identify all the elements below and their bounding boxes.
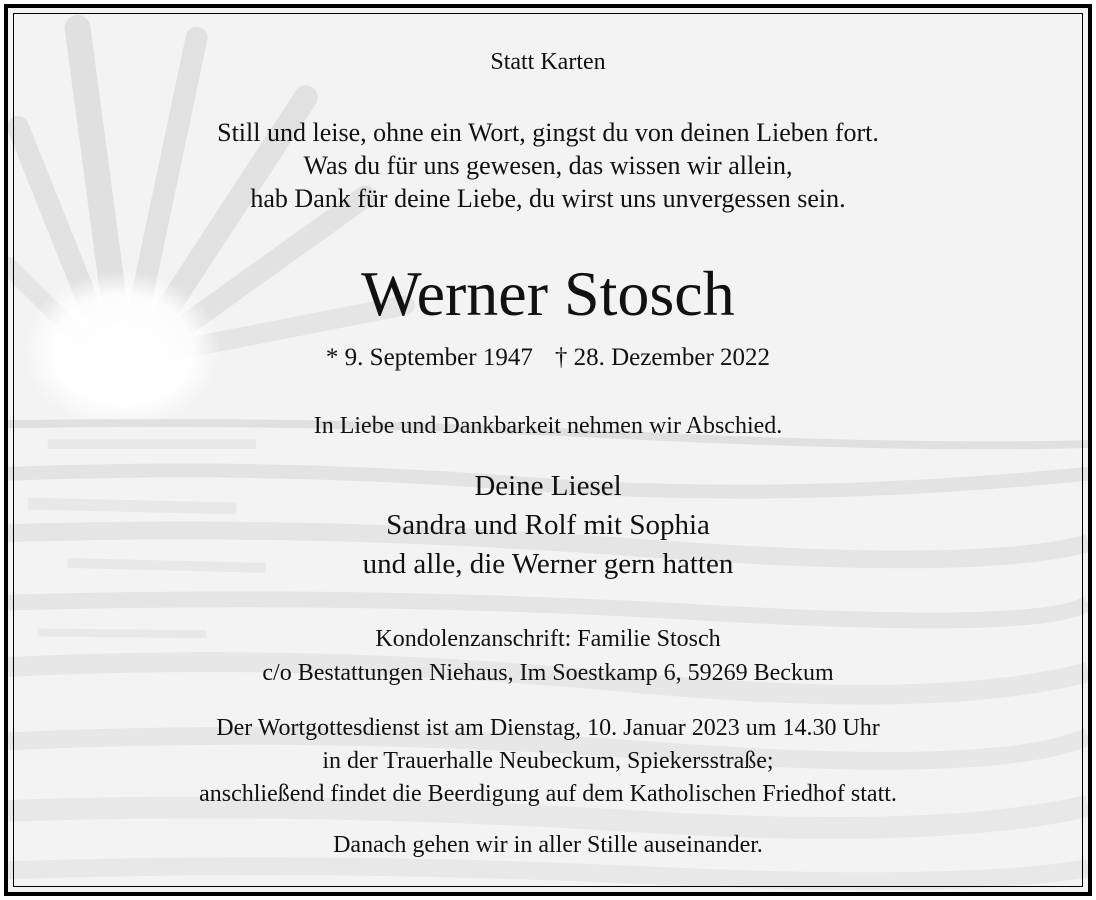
mourner-line-1: Deine Liesel bbox=[474, 470, 622, 502]
obituary-frame bbox=[4, 4, 1092, 896]
service-line-2: in der Trauerhalle Neubeckum, Spiekersstraße; bbox=[322, 748, 774, 774]
verse-line-2: Was du für uns gewesen, das wissen wir allein, bbox=[303, 151, 793, 180]
birth-date: * 9. September 1947 bbox=[325, 344, 533, 371]
service-line-3: anschließend findet die Beerdigung auf dem Katholischen Friedhof statt. bbox=[199, 781, 897, 807]
life-dates bbox=[8, 345, 1088, 370]
verse-line-3: hab Dank für deine Liebe, du wirst uns unvergessen sein. bbox=[250, 184, 846, 213]
death-date: † 28. Dezember 2022 bbox=[554, 344, 771, 371]
verse-line-1: Still und leise, ohne ein Wort, gingst du von deinen Lieben fort. bbox=[217, 118, 879, 147]
condolence-line-1: Kondolenzanschrift: Familie Stosch bbox=[375, 626, 721, 652]
condolence-line-2: c/o Bestattungen Niehaus, Im Soestkamp 6, 59269 Beckum bbox=[262, 660, 834, 686]
farewell-line: In Liebe und Dankbarkeit nehmen wir Abschied. bbox=[313, 413, 783, 439]
service-line-1: Der Wortgottesdienst ist am Dienstag, 10. Januar 2023 um 14.30 Uhr bbox=[216, 715, 880, 741]
closing-line: Danach gehen wir in aller Stille auseinander. bbox=[333, 832, 763, 858]
deceased-name: Werner Stosch bbox=[361, 258, 735, 329]
mourner-line-2: Sandra und Rolf mit Sophia bbox=[386, 509, 710, 541]
mourner-line-3: und alle, die Werner gern hatten bbox=[362, 548, 734, 580]
statt-karten: Statt Karten bbox=[490, 49, 606, 75]
obituary-text bbox=[8, 8, 1088, 892]
